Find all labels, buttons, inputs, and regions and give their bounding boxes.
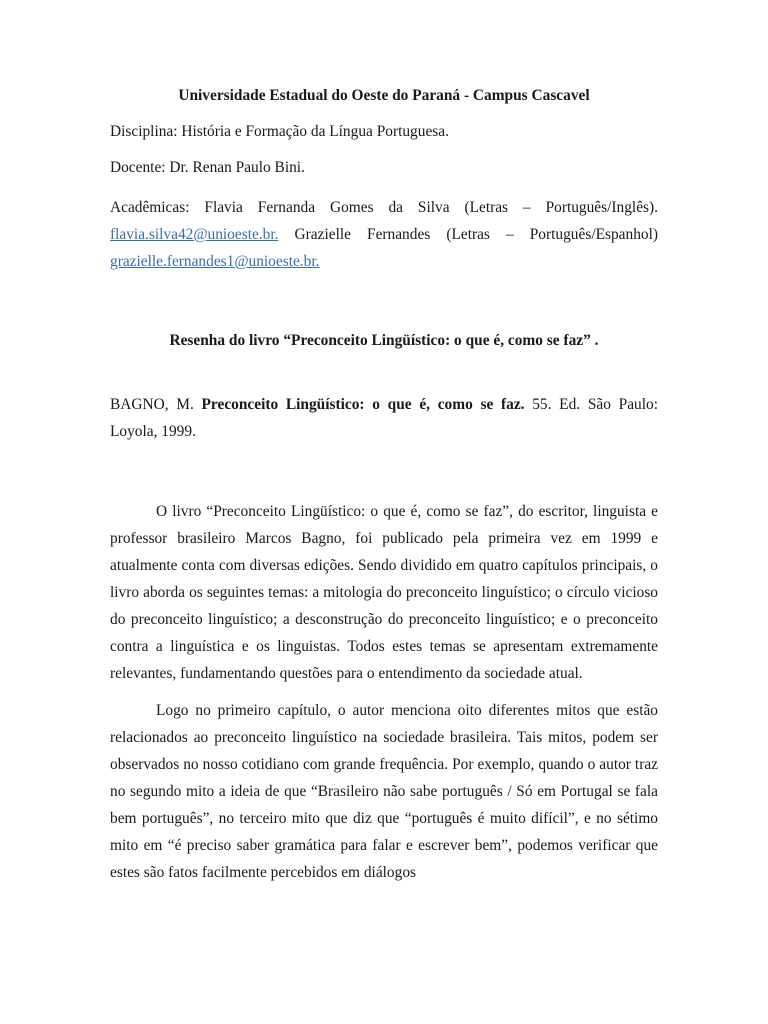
email-link-flavia[interactable]: flavia.silva42@unioeste.br. xyxy=(110,226,279,243)
review-title: Resenha do livro “Preconceito Lingüístico: o que é, como se faz” . xyxy=(169,332,599,349)
reference-book-title: Preconceito Lingüístico: o que é, como se faz. xyxy=(201,396,525,413)
reference-details: 55. Ed. São Paulo: Loyola, 1999. xyxy=(110,396,658,440)
students-block xyxy=(110,194,658,275)
discipline-line: Disciplina: História e Formação da Língua Portuguesa. xyxy=(110,123,449,140)
university-title: Universidade Estadual do Oeste do Paraná - Campus Cascavel xyxy=(178,87,590,104)
bibliographic-reference xyxy=(110,391,658,445)
document-page xyxy=(110,86,658,886)
teacher-line: Docente: Dr. Renan Paulo Bini. xyxy=(110,159,305,176)
reference-author: BAGNO, M. xyxy=(110,396,202,413)
students-middle: Grazielle Fernandes (Letras – Português/Espanhol) xyxy=(278,226,658,243)
email-link-grazielle[interactable]: grazielle.fernandes1@unioeste.br. xyxy=(110,253,320,270)
body-paragraph-2: Logo no primeiro capítulo, o autor menciona oito diferentes mitos que estão relacionados ao preconceito linguístico na sociedade brasileira. Tais mitos, podem ser observados no nosso cotidiano com grande frequência. Por exemplo, quando o autor traz no segundo mito a ideia de que “Brasileiro não sabe português / Só em Portugal se fala bem português”, no terceiro mito que diz que “português é muito difícil”, e no sétimo mito em “é preciso saber gramática para falar e escrever bem”, podemos verificar que estes são fatos facilmente percebidos em diálogos xyxy=(110,702,658,881)
students-prefix: Acadêmicas: Flavia Fernanda Gomes da Silva (Letras – Português/Inglês). xyxy=(110,199,658,216)
body-paragraph-1: O livro “Preconceito Lingüístico: o que é, como se faz”, do escritor, linguista e professor brasileiro Marcos Bagno, foi publicado pela primeira vez em 1999 e atualmente conta com diversas edições. Sendo dividido em quatro capítulos principais, o livro aborda os seguintes temas: a mitologia do preconceito linguístico; o círculo vicioso do preconceito linguístico; a desconstrução do preconceito linguístico; e o preconceito contra a linguística e os linguistas. Todos estes temas se apresentam extremamente relevantes, fundamentando questões para o entendimento da sociedade atual. xyxy=(110,503,658,682)
